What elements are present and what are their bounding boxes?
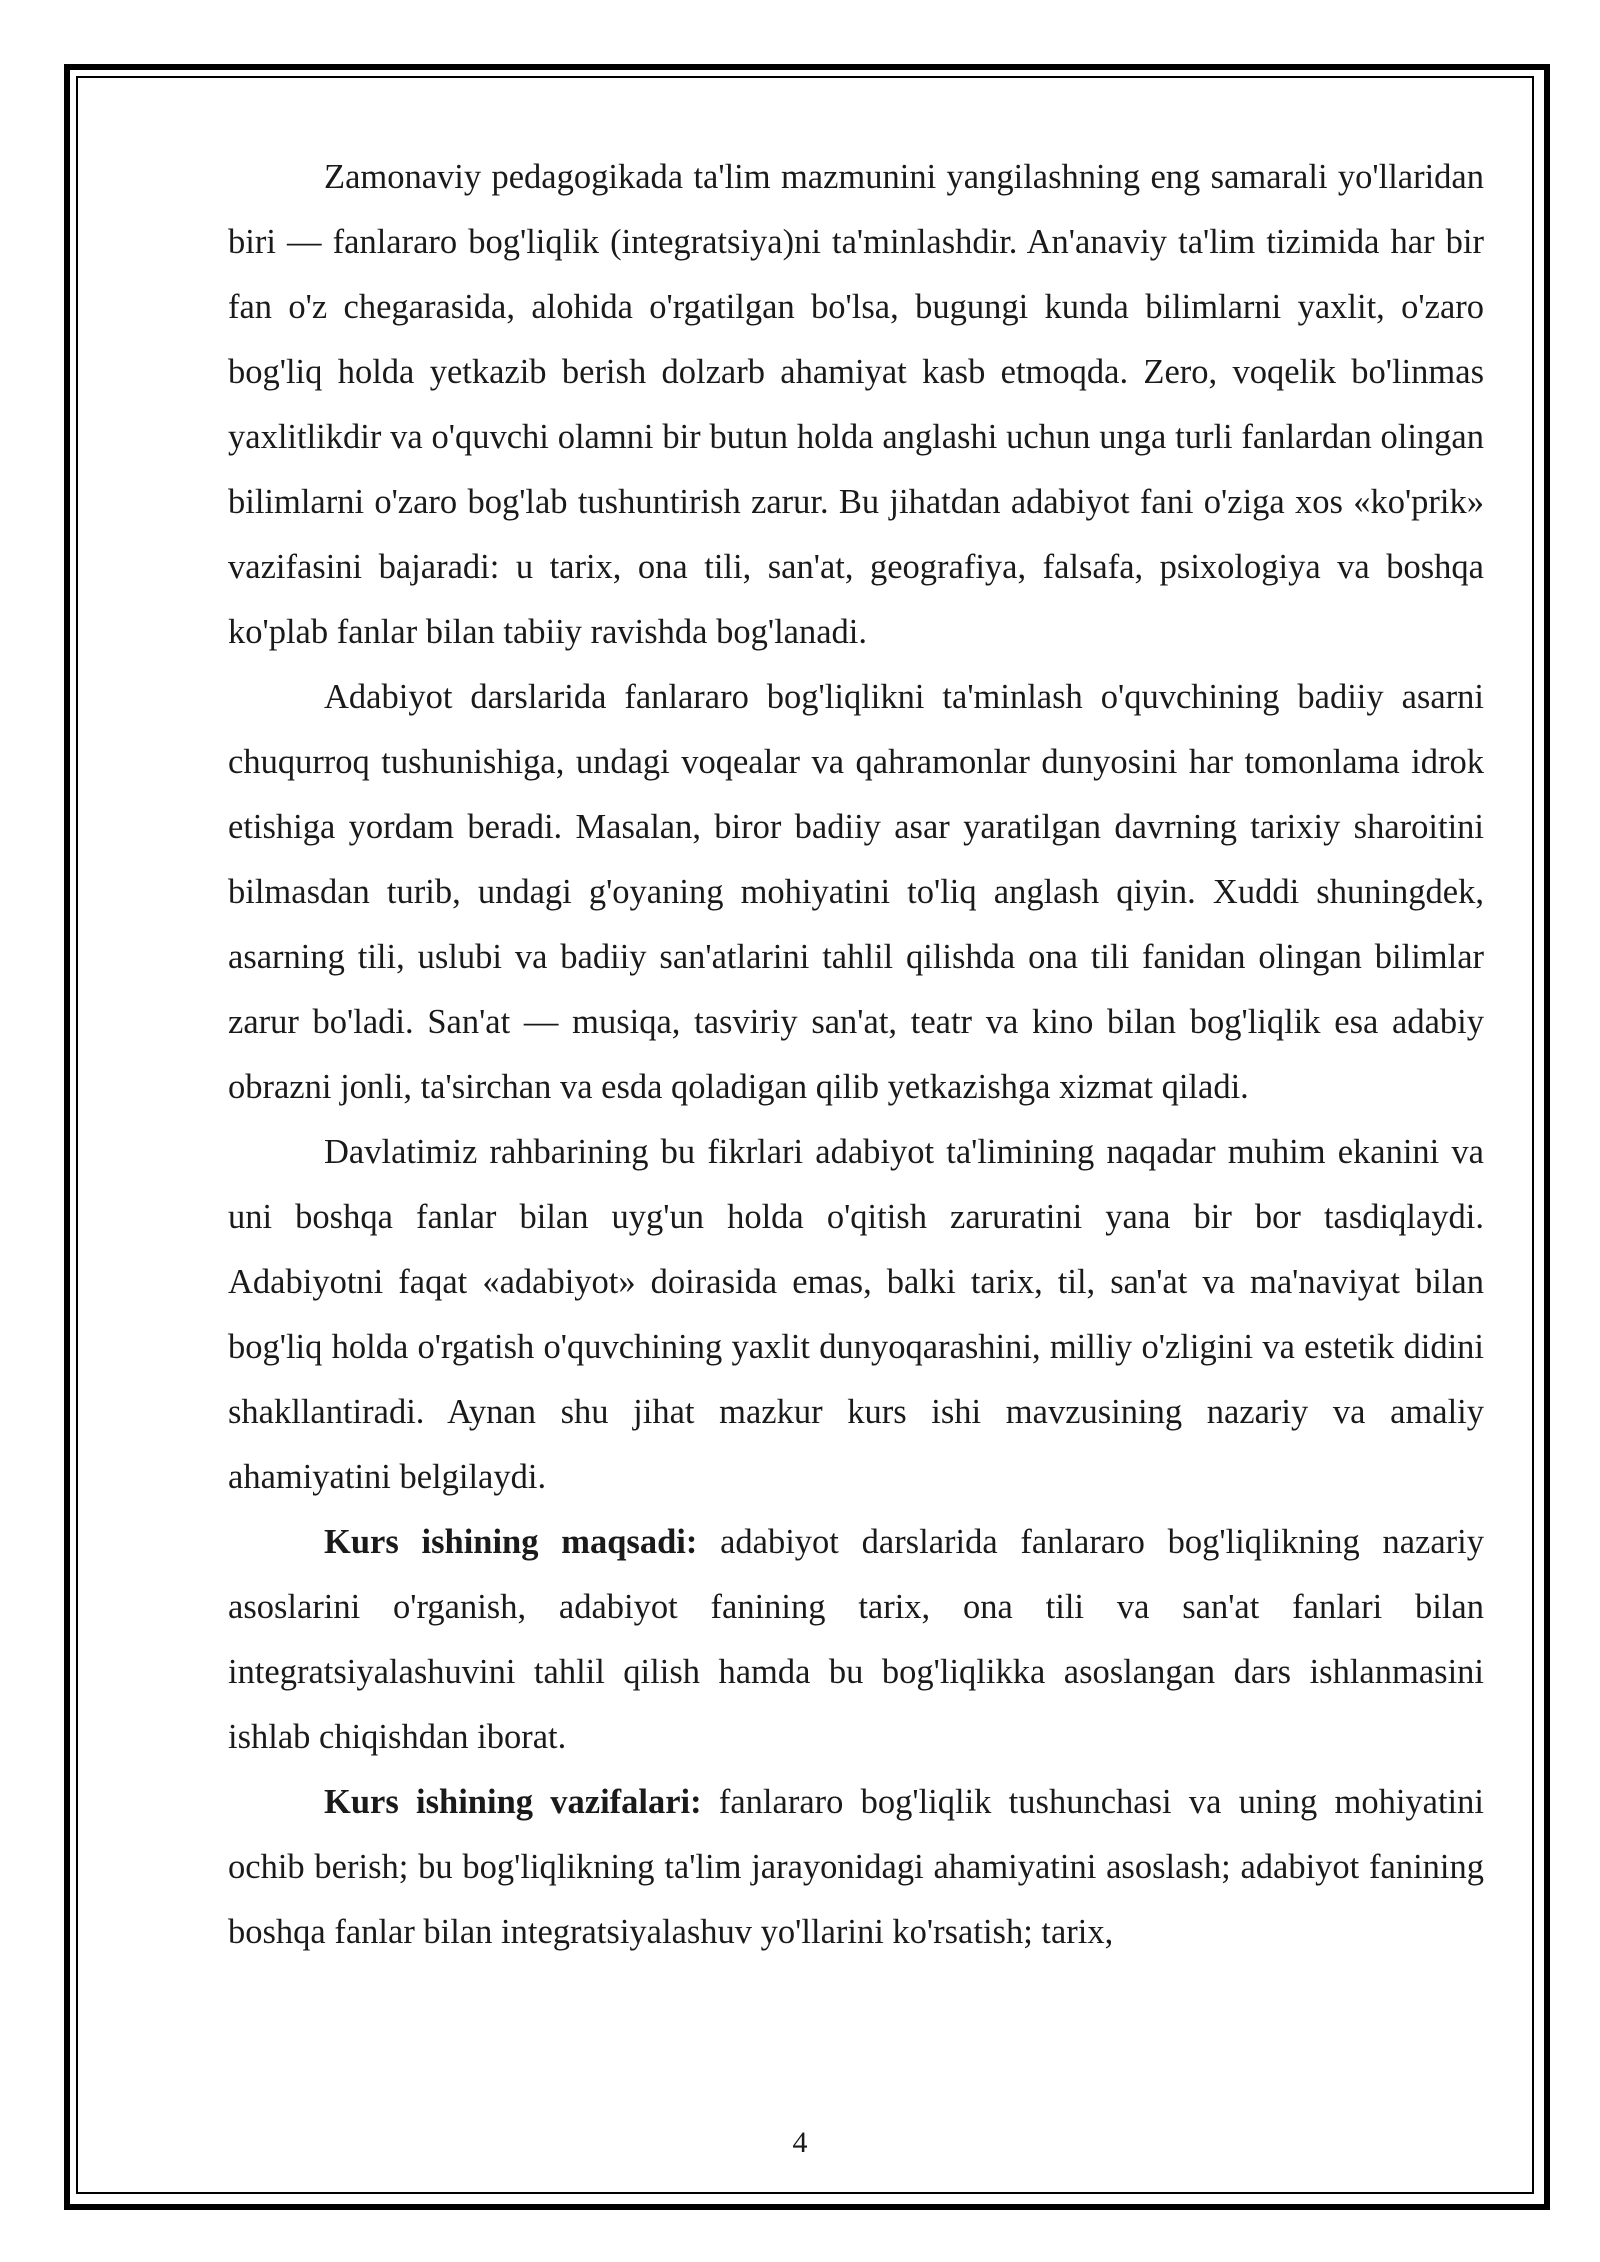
paragraph-significance [228, 1120, 1484, 1510]
paragraph-text: Adabiyot darslarida fanlararo bog'liqlikni ta'minlash o'quvchining badiiy asarni chuqurroq tushunishiga, undagi voqealar va qahramonlar dunyosini har tomonlama idrok etishiga yordam beradi. Masalan, biror badiiy asar yaratilgan davrning tarixiy sharoitini bilmasdan turib, undagi g'oyaning mohiyatini to'liq anglash qiyin. Xuddi shuningdek, asarning tili, uslubi va badiiy san'atlarini tahlil qilishda ona tili fanidan olingan bilimlar zarur bo'ladi. San'at — musiqa, tasviriy san'at, teatr va kino bilan bog'liqlik esa adabiy obrazni jonli, ta'sirchan va esda qoladigan qilib yetkazishga xizmat qiladi. [228, 678, 1484, 1106]
paragraph-text: fanlararo bog'liqlik tushunchasi va uning mohiyatini ochib berish; bu bog'liqlikning ta'lim jarayonidagi ahamiyatini asoslash; adabiyot fanining boshqa fanlar bilan integratsiyalashuv yo'llarini ko'rsatish; tarix, [228, 1783, 1484, 1951]
paragraph-tasks [228, 1770, 1484, 1965]
paragraph-text: Davlatimiz rahbarining bu fikrlari adabiyot ta'limining naqadar muhim ekanini va uni boshqa fanlar bilan uyg'un holda o'qitish zaruratini yana bir bor tasdiqlaydi. Adabiyotni faqat «adabiyot» doirasida emas, balki tarix, til, san'at va ma'naviyat bilan bog'liq holda o'rgatish o'quvchining yaxlit dunyoqarashini, milliy o'zligini va estetik didini shakllantiradi. Aynan shu jihat mazkur kurs ishi mavzusining nazariy va amaliy ahamiyatini belgilaydi. [228, 1133, 1484, 1496]
paragraph-introduction [228, 145, 1484, 665]
paragraph-text: adabiyot darslarida fanlararo bog'liqlikning nazariy asoslarini o'rganish, adabiyot fanining tarix, ona tili va san'at fanlari bilan integratsiyalashuvini tahlil qilish hamda bu bog'liqlikka asoslangan dars ishlanmasini ishlab chiqishdan iborat. [228, 1523, 1485, 1756]
paragraph-interdisciplinary [228, 665, 1484, 1120]
document-body [228, 145, 1484, 1965]
tasks-heading: Kurs ishining vazifalari: [324, 1783, 702, 1821]
paragraph-text: Zamonaviy pedagogikada ta'lim mazmunini yangilashning eng samarali yo'llaridan biri — fanlararo bog'liqlik (integratsiya)ni ta'minlashdir. An'anaviy ta'lim tizimida har bir fan o'z chegarasida, alohida o'rgatilgan bo'lsa, bugungi kunda bilimlarni yaxlit, o'zaro bog'liq holda yetkazib berish dolzarb ahamiyat kasb etmoqda. Zero, voqelik bo'linmas yaxlitlikdir va o'quvchi olamni bir butun holda anglashi uchun unga turli fanlardan olingan bilimlarni o'zaro bog'lab tushuntirish zarur. Bu jihatdan adabiyot fani o'ziga xos «ko'prik» vazifasini bajaradi: u tarix, ona tili, san'at, geografiya, falsafa, psixologiya va boshqa ko'plab fanlar bilan tabiiy ravishda bog'lanadi. [228, 158, 1484, 651]
page-number: 4 [792, 2126, 808, 2159]
paragraph-goal [228, 1510, 1484, 1770]
goal-heading: Kurs ishining maqsadi: [324, 1523, 698, 1561]
